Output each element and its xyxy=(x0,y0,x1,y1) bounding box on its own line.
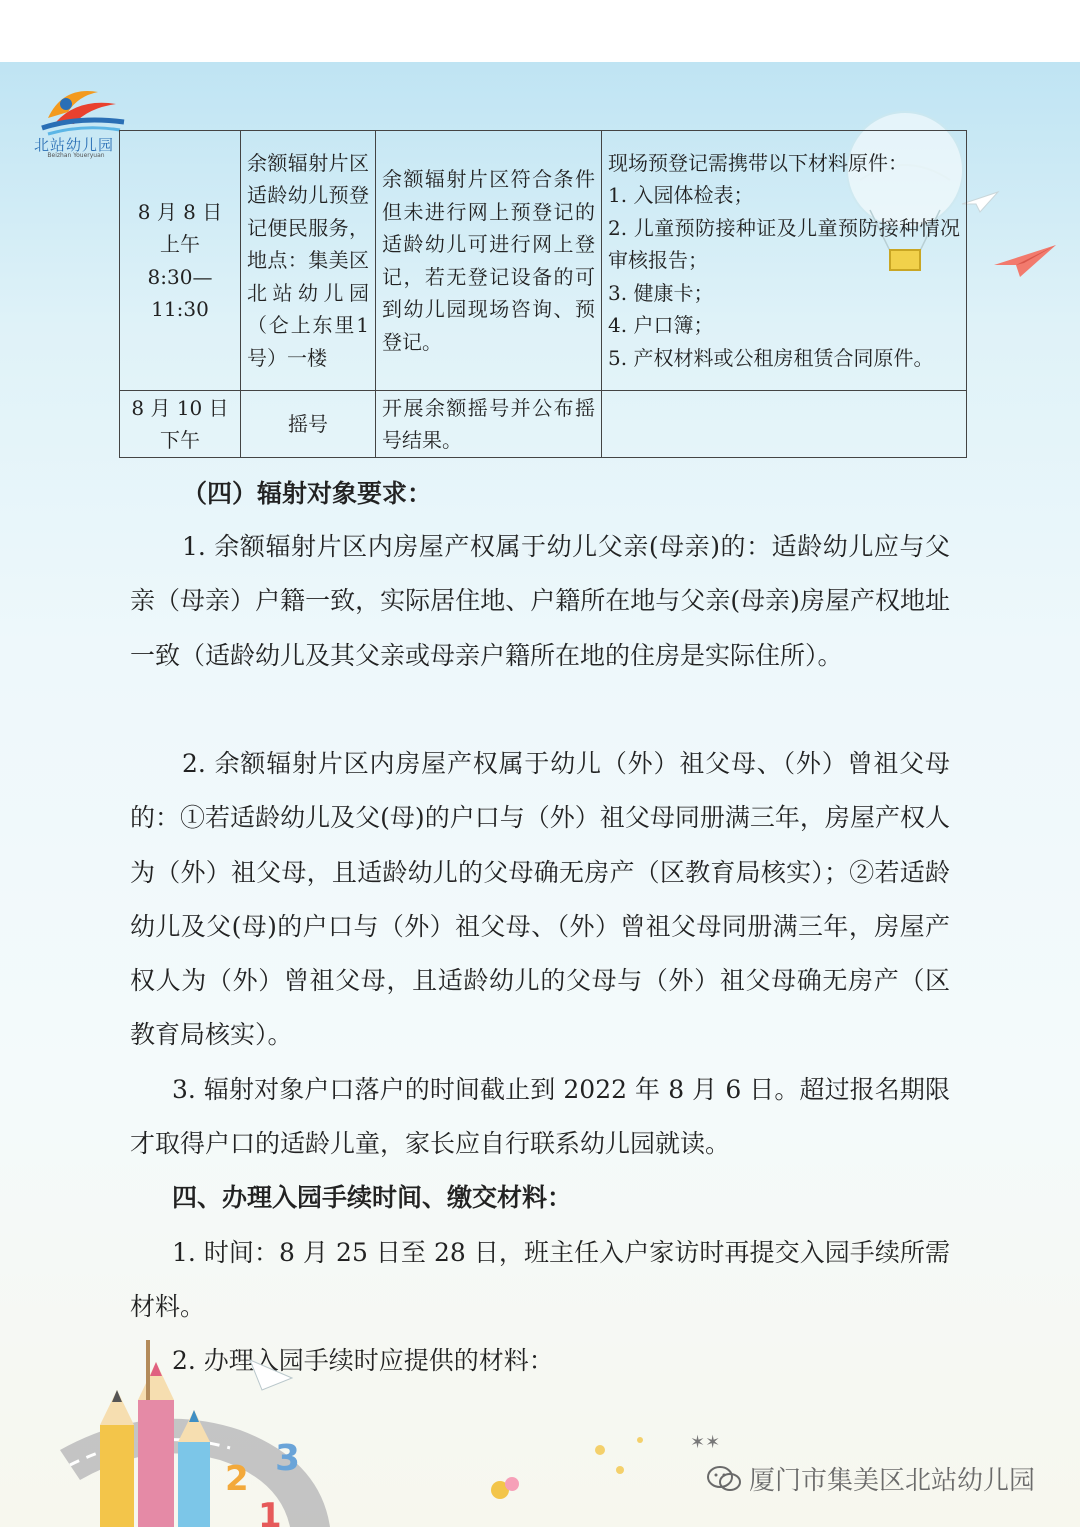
description-cell: 开展余额摇号并公布摇号结果。 xyxy=(376,391,602,458)
requirement-item-1: 1. 余额辐射片区内房屋产权属于幼儿父亲(母亲)的：适龄幼儿应与父亲（母亲）户籍一致，实际居住地、户籍所在地与父亲(母亲)房屋产权地址一致（适龄幼儿及其父亲或母亲户籍所在地的住房是实际住所）。 xyxy=(130,532,950,670)
date-line: 上午 xyxy=(160,232,200,256)
svg-text:2: 2 xyxy=(225,1459,249,1499)
paper-plane-icon xyxy=(990,235,1060,280)
materials-cell xyxy=(602,391,967,458)
date-cell xyxy=(120,391,241,458)
schedule-table xyxy=(119,130,967,458)
svg-text:1: 1 xyxy=(258,1496,282,1527)
date-line: 11:30 xyxy=(151,297,209,321)
section-heading-enrollment: 四、办理入园手续时间、缴交材料： xyxy=(172,1183,573,1212)
logo-subtext: Beizhan Youeryuan xyxy=(47,152,105,159)
footer-decoration-icon xyxy=(0,1330,1080,1527)
svg-text:✶✶: ✶✶ xyxy=(690,1432,721,1453)
table-row xyxy=(120,391,967,458)
enrollment-time-item: 1. 时间：8 月 25 日至 28 日，班主任入户家访时再提交入园手续所需材料。 xyxy=(130,1238,950,1322)
materials-line: 3. 健康卡； xyxy=(608,280,714,305)
date-line: 8 月 8 日 xyxy=(137,199,223,224)
date-cell xyxy=(120,131,241,391)
event-cell: 余额辐射片区适龄幼儿预登记便民服务，地点：集美区北站幼儿园（仑上东里1号）一楼 xyxy=(241,131,376,391)
section-heading-radiation-requirements: （四）辐射对象要求： xyxy=(182,479,433,508)
logo-text: 北站幼儿园 xyxy=(33,136,114,154)
table-row xyxy=(120,131,967,391)
event-cell: 摇号 xyxy=(241,391,376,458)
wechat-icon xyxy=(705,1464,743,1494)
wechat-watermark xyxy=(705,1460,1035,1497)
description-cell: 余额辐射片区符合条件但未进行网上预登记的适龄幼儿可进行网上登记，若无登记设备的可到幼儿园现场咨询、预登记。 xyxy=(376,131,602,391)
requirement-item-3: 3. 辐射对象户口落户的时间截止到 2022 年 8 月 6 日。超过报名期限才取得户口的适龄儿童，家长应自行联系幼儿园就读。 xyxy=(130,1075,950,1159)
materials-line: 5. 产权材料或公租房租赁合同原件。 xyxy=(608,345,934,370)
materials-line: 2. 儿童预防接种证及儿童预防接种情况审核报告； xyxy=(608,215,960,273)
svg-text:3: 3 xyxy=(275,1438,301,1479)
enrollment-materials-item: 2. 办理入园手续时应提供的材料： xyxy=(172,1346,554,1375)
watermark-text: 厦门市集美区北站幼儿园 xyxy=(749,1466,1036,1496)
date-line: 8 月 10 日 xyxy=(131,395,229,420)
date-line: 下午 xyxy=(160,428,200,452)
date-line: 8:30— xyxy=(147,264,213,289)
materials-line: 1. 入园体检表； xyxy=(608,183,754,208)
materials-cell xyxy=(602,131,967,391)
materials-line: 4. 户口簿； xyxy=(608,313,714,338)
requirement-item-2: 2. 余额辐射片区内房屋产权属于幼儿（外）祖父母、（外）曾祖父母的：①若适龄幼儿及父(母)的户口与（外）祖父母同册满三年，房屋产权人为（外）祖父母，且适龄幼儿的父母确无房产（区教育局核实）；②若适龄幼儿及父(母)的户口与（外）祖父母、（外）曾祖父母同册满三年，房屋产权人为（外）曾祖父母，且适龄幼儿的父母与（外）祖父母确无房产（区教育局核实）。 xyxy=(130,749,950,1050)
materials-line: 现场预登记需携带以下材料原件： xyxy=(608,150,908,175)
